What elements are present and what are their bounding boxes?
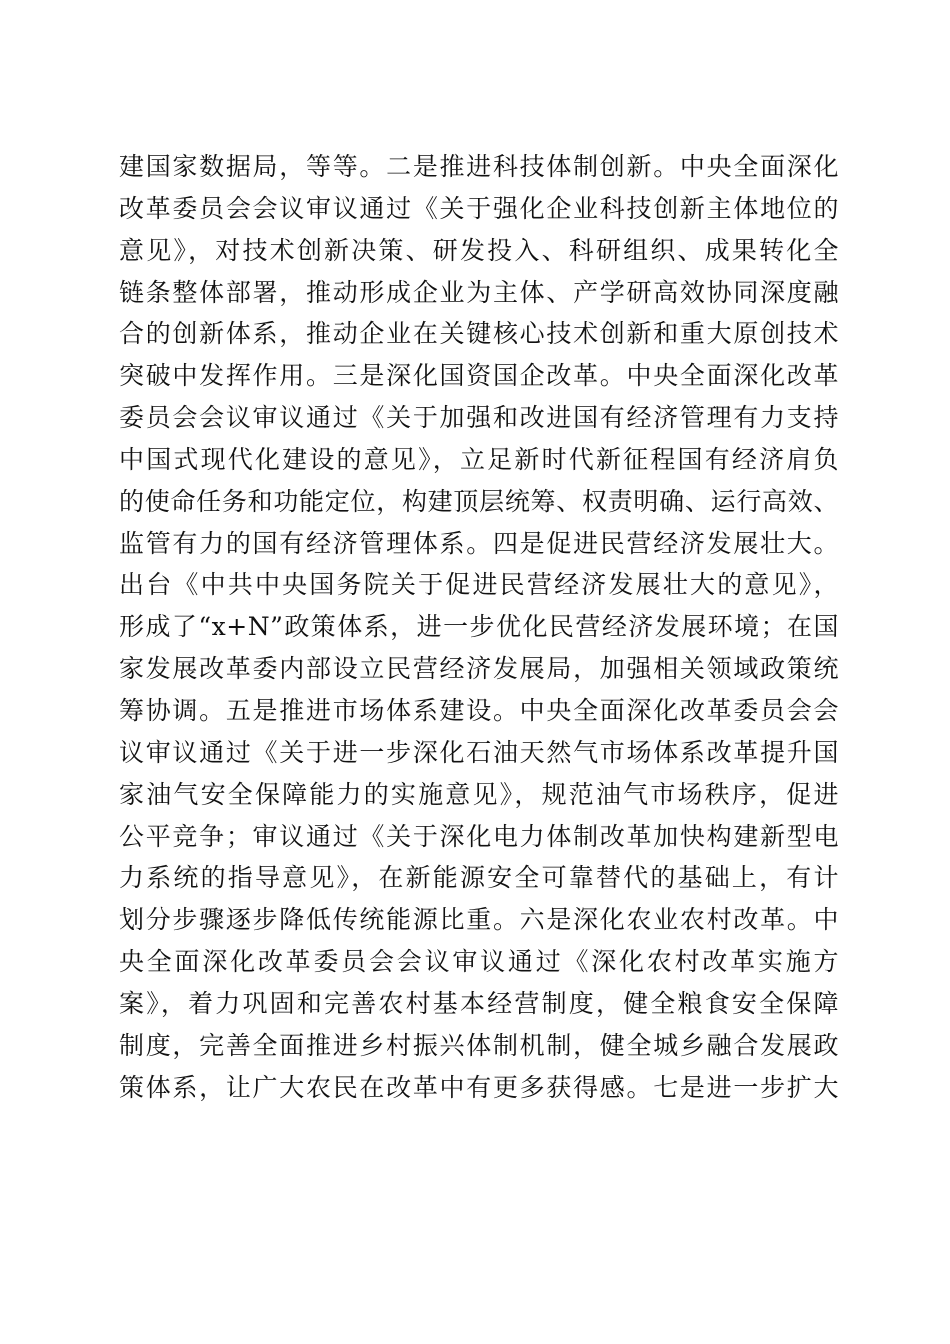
text-line: 突破中发挥作用。三是深化国资国企改革。中央全面深化改革 — [119, 361, 839, 391]
text-line: 合的创新体系，推动企业在关键核心技术创新和重大原创技术 — [119, 319, 839, 349]
text-line: 央全面深化改革委员会会议审议通过《深化农村改革实施方 — [119, 947, 839, 977]
text-line: 制度，完善全面推进乡村振兴体制机制，健全城乡融合发展政 — [119, 1030, 839, 1060]
text-line: 力系统的指导意见》，在新能源安全可靠替代的基础上，有计 — [119, 863, 839, 893]
text-line: 改革委员会会议审议通过《关于强化企业科技创新主体地位的 — [119, 193, 839, 223]
text-line: 意见》，对技术创新决策、研发投入、科研组织、成果转化全 — [119, 235, 839, 265]
text-line: 出台《中共中央国务院关于促进民营经济发展壮大的意见》， — [119, 570, 839, 600]
text-line: 议审议通过《关于进一步深化石油天然气市场体系改革提升国 — [119, 737, 839, 767]
text-line: 委员会会议审议通过《关于加强和改进国有经济管理有力支持 — [119, 403, 839, 433]
text-line: 划分步骤逐步降低传统能源比重。六是深化农业农村改革。中 — [119, 905, 839, 935]
text-line: 家油气安全保障能力的实施意见》，规范油气市场秩序，促进 — [119, 779, 839, 809]
text-line: 筹协调。五是推进市场体系建设。中央全面深化改革委员会会 — [119, 695, 839, 725]
text-line: 的使命任务和功能定位，构建顶层统筹、权责明确、运行高效、 — [119, 486, 839, 516]
text-line: 策体系，让广大农民在改革中有更多获得感。七是进一步扩大 — [119, 1072, 839, 1102]
body-paragraph — [119, 146, 839, 1108]
text-line: 家发展改革委内部设立民营经济发展局，加强相关领域政策统 — [119, 654, 839, 684]
text-line: 监管有力的国有经济管理体系。四是促进民营经济发展壮大。 — [119, 528, 839, 558]
text-line: 案》，着力巩固和完善农村基本经营制度，健全粮食安全保障 — [119, 988, 839, 1018]
text-line: 公平竞争；审议通过《关于深化电力体制改革加快构建新型电 — [119, 821, 839, 851]
text-line: 中国式现代化建设的意见》，立足新时代新征程国有经济肩负 — [119, 444, 839, 474]
text-line: 链条整体部署，推动形成企业为主体、产学研高效协同深度融 — [119, 277, 839, 307]
text-line: 建国家数据局，等等。二是推进科技体制创新。中央全面深化 — [119, 152, 839, 181]
text-line: 形成了“x+N”政策体系，进一步优化民营经济发展环境；在国 — [119, 612, 839, 642]
